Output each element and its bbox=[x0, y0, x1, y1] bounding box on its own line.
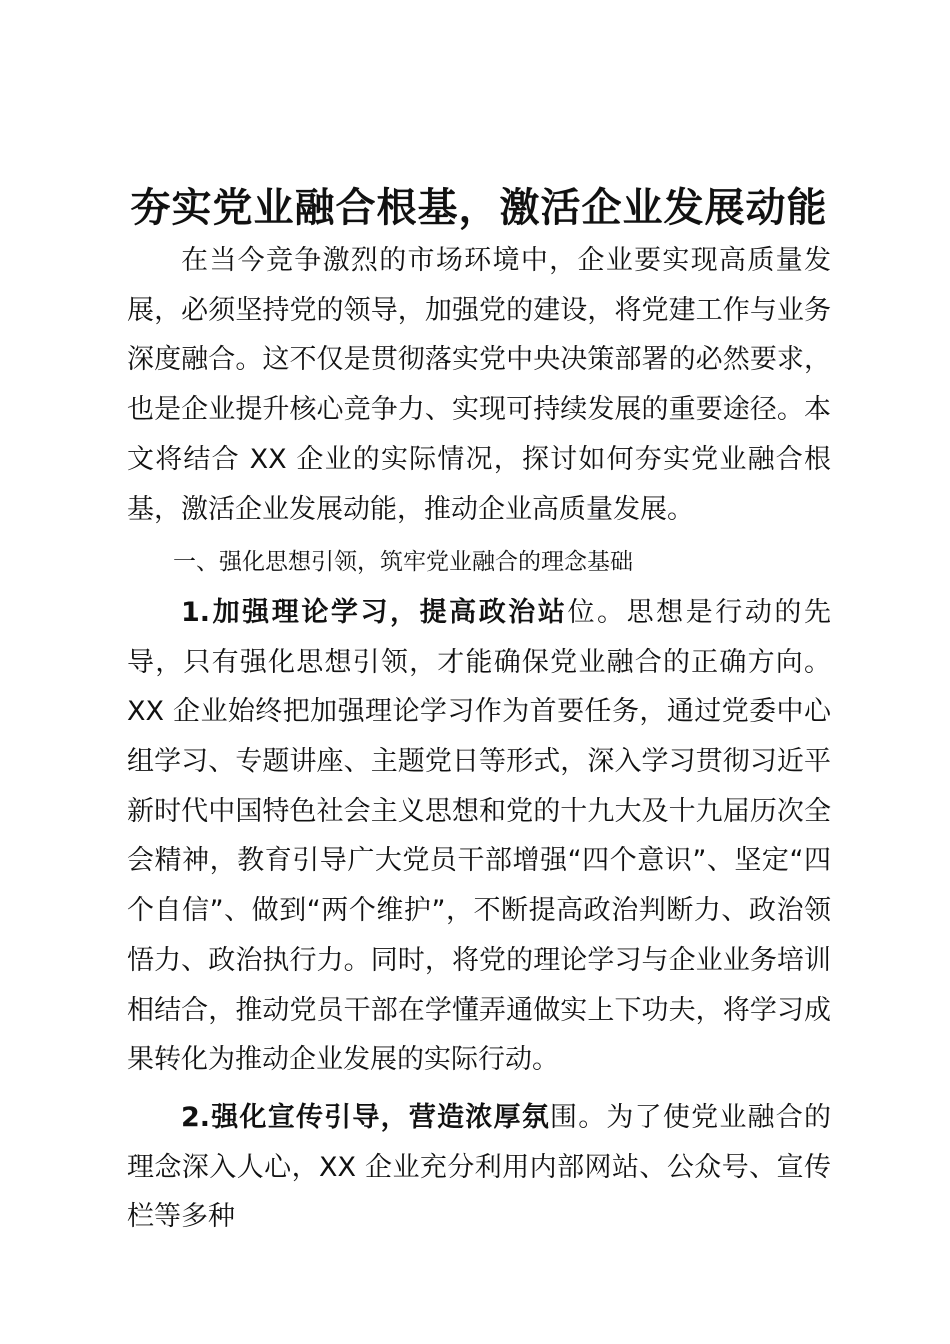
document-body bbox=[127, 180, 831, 1242]
item-1-lead: 1.加强理论学习，提高政治站 bbox=[181, 596, 568, 628]
document-title: 夯实党业融合根基，激活企业发展动能 bbox=[130, 184, 828, 231]
intro-paragraph: 在当今竞争激烈的市场环境中，企业要实现高质量发展，必须坚持党的领导，加强党的建设，将党建工作与业务深度融合。这不仅是贯彻落实党中央决策部署的必然要求，也是企业提升核心竞争力、实现可持续发展的重要途径。本文将结合 XX 企业的实际情况，探讨如何夯实党业融合根基，激活企业发展动能，推动企业高质量发展。 bbox=[127, 245, 831, 525]
item-2-lead: 2.强化宣传引导，营造浓厚氛 bbox=[181, 1101, 550, 1133]
item-1-text: 位。思想是行动的先导，只有强化思想引领，才能确保党业融合的正确方向。XX 企业始终把加强理论学习作为首要任务，通过党委中心组学习、专题讲座、主题党日等形式，深入学习贯彻习近平新时代中国特色社会主义思想和党的十九大及十九届历次全会精神，教育引导广大党员干部增强“四个意识”、坚定“四个自信”、做到“两个维护”，不断提高政治判断力、政治领悟力、政治执行力。同时，将党的理论学习与企业业务培训相结合，推动党员干部在学懂弄通做实上下功夫，将学习成果转化为推动企业发展的实际行动。 bbox=[127, 596, 832, 1076]
item-2-text: 围。为了使党业融合的理念深入人心，XX 企业充分利用内部网站、公众号、宣传栏等多种 bbox=[127, 1101, 832, 1233]
section-heading-1: 一、强化思想引领，筑牢党业融合的理念基础 bbox=[173, 549, 633, 576]
item-1-paragraph bbox=[127, 588, 831, 1085]
item-2-paragraph bbox=[127, 1093, 831, 1242]
